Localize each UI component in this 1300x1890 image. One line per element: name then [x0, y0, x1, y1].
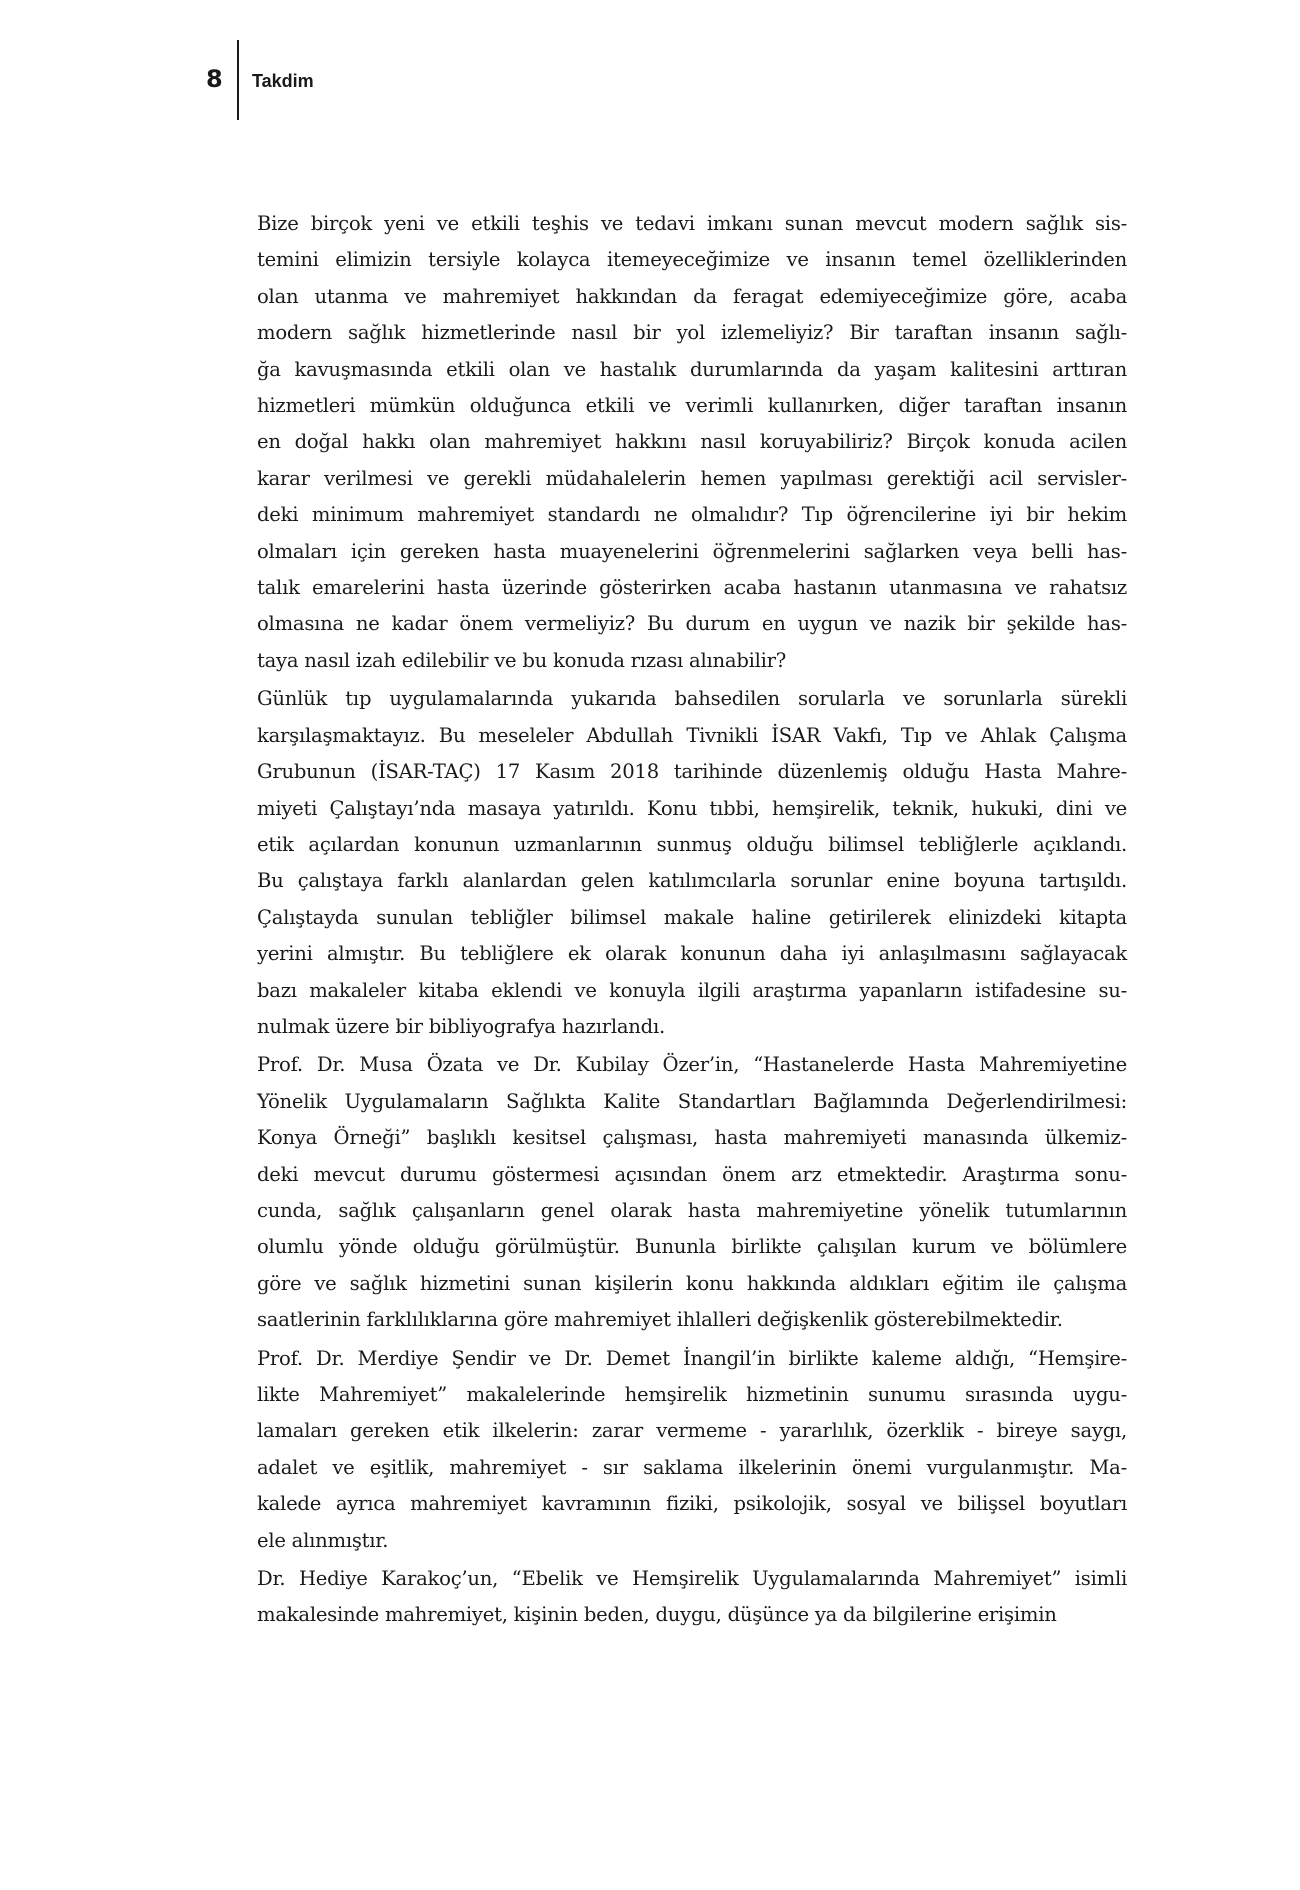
text-line: ğa kavuşmasında etkili olan ve hastalık durumlarında da yaşam kalitesini arttıran: [257, 357, 1127, 381]
text-line: taya nasıl izah edilebilir ve bu konuda rızası alınabilir?: [257, 648, 787, 672]
text-line: Günlük tıp uygulamalarında yukarıda bahsedilen sorularla ve sorunlarla sürekli: [257, 687, 1127, 711]
section-title: Takdim: [252, 71, 314, 91]
text-line: karşılaşmaktayız. Bu meseleler Abdullah Tivnikli İSAR Vakfı, Tıp ve Ahlak Çalışma: [257, 723, 1127, 747]
text-line: cunda, sağlık çalışanların genel olarak hasta mahremiyetine yönelik tutumlarının: [257, 1198, 1127, 1222]
text-line: karar verilmesi ve gerekli müdahalelerin hemen yapılması gerektiği acil servisler-: [257, 466, 1127, 490]
text-line: Grubunun (İSAR-TAÇ) 17 Kasım 2018 tarihinde düzenlemiş olduğu Hasta Mahre-: [257, 760, 1127, 784]
text-line: olan utanma ve mahremiyet hakkından da feragat edemiyeceğimize göre, acaba: [257, 284, 1127, 308]
text-line: yerini almıştır. Bu tebliğlere ek olarak konunun daha iyi anlaşılmasını sağlayacak: [257, 942, 1127, 966]
paragraph: [257, 1047, 1127, 1338]
text-line: olmaları için gereken hasta muayenelerini öğrenmelerini sağlarken veya belli has-: [257, 539, 1127, 563]
text-line: Prof. Dr. Merdiye Şendir ve Dr. Demet İnangil’in birlikte kaleme aldığı, “Hemşire-: [257, 1346, 1127, 1370]
text-line: göre ve sağlık hizmetini sunan kişilerin konu hakkında aldıkları eğitim ile çalışma: [257, 1271, 1127, 1295]
text-line: olmasına ne kadar önem vermeliyiz? Bu durum en uygun ve nazik bir şekilde has-: [257, 612, 1127, 636]
paragraph: [257, 206, 1127, 679]
text-line: saatlerinin farklılıklarına göre mahremiyet ihlalleri değişkenlik gösterebilmektedir.: [257, 1308, 1063, 1332]
paragraph: [257, 681, 1127, 1045]
text-line: talık emarelerini hasta üzerinde gösterirken acaba hastanın utanmasına ve rahatsız: [257, 576, 1127, 600]
text-line: olumlu yönde olduğu görülmüştür. Bununla birlikte çalışılan kurum ve bölümlere: [257, 1235, 1127, 1259]
paragraph: [257, 1341, 1127, 1559]
text-line: hizmetleri mümkün olduğunca etkili ve verimli kullanırken, diğer taraftan insanın: [257, 394, 1127, 418]
text-line: likte Mahremiyet” makalelerinde hemşirelik hizmetinin sunumu sırasında uygu-: [257, 1383, 1127, 1406]
text-line: modern sağlık hizmetlerinde nasıl bir yol izlemeliyiz? Bir taraftan insanın sağlı-: [257, 321, 1127, 345]
text-line: temini elimizin tersiyle kolayca itemeyeceğimize ve insanın temel özelliklerinden: [257, 248, 1127, 272]
text-line: Dr. Hediye Karakoç’un, “Ebelik ve Hemşirelik Uygulamalarında Mahremiyet” isimli: [257, 1567, 1127, 1591]
page-number: 8: [206, 65, 223, 93]
text-line: Prof. Dr. Musa Özata ve Dr. Kubilay Özer’in, “Hastanelerde Hasta Mahremiyetine: [257, 1053, 1127, 1077]
text-line: Bize birçok yeni ve etkili teşhis ve tedavi imkanı sunan mevcut modern sağlık sis-: [257, 212, 1127, 235]
text-line: adalet ve eşitlik, mahremiyet - sır saklama ilkelerinin önemi vurgulanmıştır. Ma-: [257, 1455, 1127, 1479]
text-line: ele alınmıştır.: [257, 1528, 389, 1552]
page-header: [0, 0, 1300, 130]
text-line: Bu çalıştaya farklı alanlardan gelen katılımcılarla sorunlar enine boyuna tartışıldı.: [257, 869, 1127, 893]
text-line: deki mevcut durumu göstermesi açısından önem arz etmektedir. Araştırma sonu-: [257, 1162, 1127, 1186]
text-line: Yönelik Uygulamaların Sağlıkta Kalite Standartları Bağlamında Değerlendirilmesi:: [257, 1089, 1127, 1113]
text-line: bazı makaleler kitaba eklendi ve konuyla ilgili araştırma yapanların istifadesine su-: [257, 978, 1127, 1002]
text-line: kalede ayrıca mahremiyet kavramının fiziki, psikolojik, sosyal ve bilişsel boyutları: [257, 1492, 1127, 1516]
text-line: deki minimum mahremiyet standardı ne olmalıdır? Tıp öğrencilerine iyi bir hekim: [257, 503, 1127, 527]
text-line: nulmak üzere bir bibliyografya hazırlandı.: [257, 1014, 665, 1038]
text-line: lamaları gereken etik ilkelerin: zarar vermeme - yararlılık, özerklik - bireye saygı,: [257, 1419, 1127, 1443]
text-line: Konya Örneği” başlıklı kesitsel çalışması, hasta mahremiyeti manasında ülkemiz-: [257, 1126, 1127, 1150]
paragraph: [257, 1561, 1127, 1634]
text-line: miyeti Çalıştayı’nda masaya yatırıldı. Konu tıbbi, hemşirelik, teknik, hukuki, dini ve: [257, 796, 1127, 820]
header-divider: [237, 40, 239, 120]
text-line: makalesinde mahremiyet, kişinin beden, duygu, düşünce ya da bilgilerine erişimin: [257, 1603, 1057, 1627]
text-line: en doğal hakkı olan mahremiyet hakkını nasıl koruyabiliriz? Birçok konuda acilen: [257, 430, 1127, 454]
text-line: Çalıştayda sunulan tebliğler bilimsel makale haline getirilerek elinizdeki kitapta: [257, 905, 1127, 929]
text-line: etik açılardan konunun uzmanlarının sunmuş olduğu bilimsel tebliğlerle açıklandı.: [257, 832, 1127, 856]
body-text: [257, 206, 1127, 1636]
